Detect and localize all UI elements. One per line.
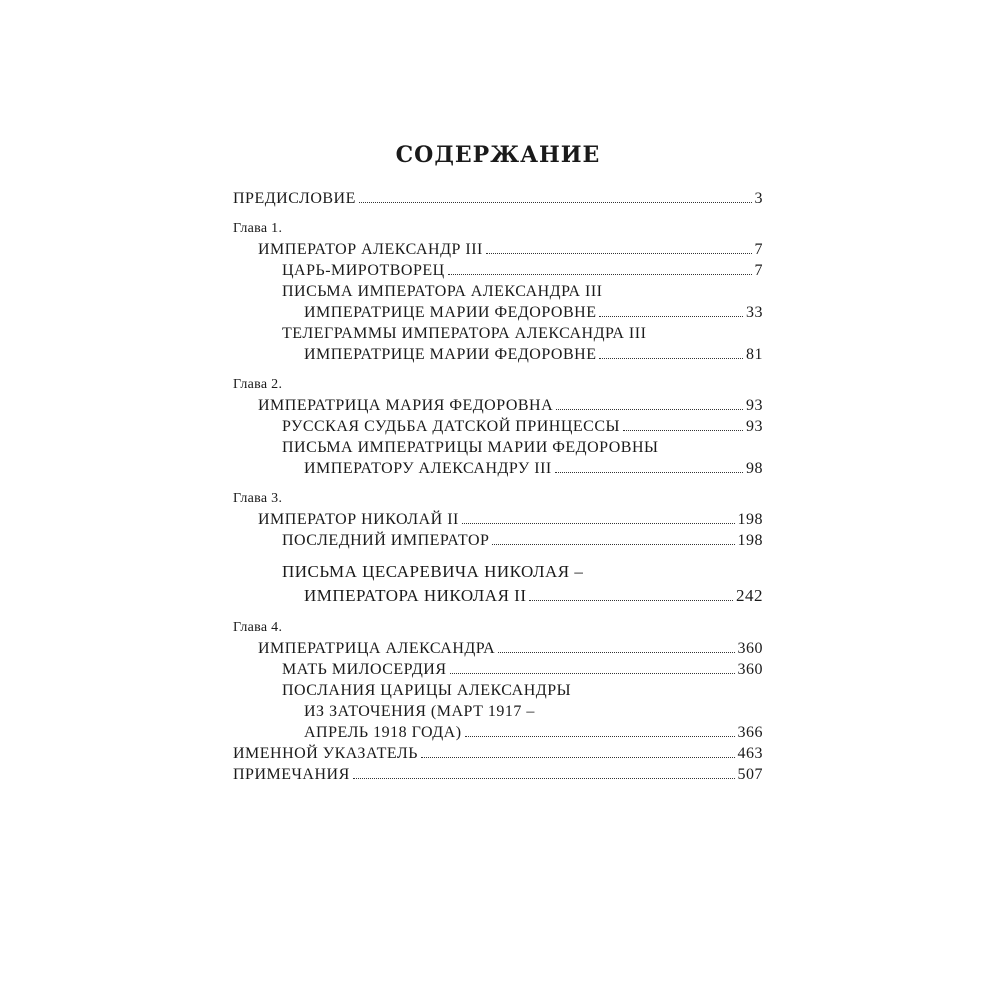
toc-entry-label: АПРЕЛЬ 1918 ГОДА) xyxy=(304,724,462,741)
toc-entry-ch3-heading[interactable] xyxy=(233,509,763,530)
toc-entry-label: ИМПЕРАТОР НИКОЛАЙ II xyxy=(258,511,459,528)
toc-entry-label: ИМПЕРАТРИЦА МАРИЯ ФЕДОРОВНА xyxy=(258,397,554,414)
dot-leader xyxy=(623,430,743,431)
toc-page-number: 198 xyxy=(737,511,763,528)
toc-entry-label: ИМПЕРАТОРА НИКОЛАЯ II xyxy=(304,586,527,605)
toc-page-number: 198 xyxy=(737,532,763,549)
dot-leader xyxy=(599,316,743,317)
toc-page-number: 98 xyxy=(746,460,763,477)
toc-page-number: 507 xyxy=(737,766,763,783)
toc-page-number: 366 xyxy=(737,724,763,741)
dot-leader xyxy=(498,652,734,653)
toc-page-number: 7 xyxy=(754,262,763,279)
dot-leader xyxy=(555,472,743,473)
toc-entry-notes[interactable] xyxy=(233,764,763,785)
dot-leader xyxy=(462,523,735,524)
dot-leader xyxy=(529,600,733,601)
toc-entry-ch2-s1[interactable] xyxy=(233,416,763,437)
toc-entry-ch4-s2-line1[interactable]: ПОСЛАНИЯ ЦАРИЦЫ АЛЕКСАНДРЫ xyxy=(282,682,572,699)
toc-entry-label: ИМПЕРАТРИЦЕ МАРИИ ФЕДОРОВНЕ xyxy=(304,346,597,363)
dot-leader xyxy=(359,202,752,203)
dot-leader xyxy=(421,757,735,758)
toc-entry-ch1-heading[interactable] xyxy=(233,239,763,260)
dot-leader xyxy=(465,736,735,737)
dot-leader xyxy=(599,358,743,359)
toc-entry-ch1-s2-line1[interactable]: ПИСЬМА ИМПЕРАТОРА АЛЕКСАНДРА III xyxy=(282,283,603,300)
toc-entry-ch4-s2[interactable] xyxy=(233,722,763,743)
toc-entry-label: ИМПЕРАТРИЦА АЛЕКСАНДРА xyxy=(258,640,496,657)
toc-entry-label: РУССКАЯ СУДЬБА ДАТСКОЙ ПРИНЦЕССЫ xyxy=(282,418,620,435)
toc-entry-ch4-s1[interactable] xyxy=(233,659,763,680)
toc-entry-ch1-s3[interactable] xyxy=(233,344,763,365)
toc-entry-label: ЦАРЬ-МИРОТВОРЕЦ xyxy=(282,262,445,279)
toc-entry-label: ПРЕДИСЛОВИЕ xyxy=(233,190,356,207)
toc-entry-preface[interactable] xyxy=(233,188,763,209)
dot-leader xyxy=(448,274,752,275)
chapter-label: Глава 3. xyxy=(233,491,283,506)
chapter-label: Глава 4. xyxy=(233,620,283,635)
toc-entry-label: ПОСЛЕДНИЙ ИМПЕРАТОР xyxy=(282,532,490,549)
toc-page-number: 242 xyxy=(736,586,763,605)
chapter-label: Глава 1. xyxy=(233,221,283,236)
toc-page-number: 360 xyxy=(737,661,763,678)
chapter-label: Глава 2. xyxy=(233,377,283,392)
toc-page-number: 3 xyxy=(754,190,763,207)
toc-page-number: 33 xyxy=(746,304,763,321)
toc-entry-ch1-s1[interactable] xyxy=(233,260,763,281)
toc-entry-ch1-s3-line1[interactable]: ТЕЛЕГРАММЫ ИМПЕРАТОРА АЛЕКСАНДРА III xyxy=(282,325,647,342)
toc-entry-label: ПРИМЕЧАНИЯ xyxy=(233,766,350,783)
toc-entry-ch2-s2[interactable] xyxy=(233,458,763,479)
toc-page-number: 7 xyxy=(754,241,763,258)
toc-page-number: 463 xyxy=(737,745,763,762)
toc-entry-label: МАТЬ МИЛОСЕРДИЯ xyxy=(282,661,447,678)
toc-page-number: 93 xyxy=(746,418,763,435)
toc-entry-ch3-s2-line1[interactable]: ПИСЬМА ЦЕСАРЕВИЧА НИКОЛАЯ – xyxy=(282,562,584,581)
toc-entry-ch1-s2[interactable] xyxy=(233,302,763,323)
toc-entry-ch2-heading[interactable] xyxy=(233,395,763,416)
toc-entry-ch3-s1[interactable] xyxy=(233,530,763,551)
toc-entry-label: ИМПЕРАТОРУ АЛЕКСАНДРУ III xyxy=(304,460,552,477)
page-title: СОДЕРЖАНИЕ xyxy=(395,142,601,168)
dot-leader xyxy=(486,253,752,254)
toc-entry-ch4-heading[interactable] xyxy=(233,638,763,659)
toc-entry-label: ИМПЕРАТОР АЛЕКСАНДР III xyxy=(258,241,483,258)
toc-entry-ch4-s2-line2[interactable]: ИЗ ЗАТОЧЕНИЯ (МАРТ 1917 – xyxy=(304,703,535,720)
toc-entry-ch2-s2-line1[interactable]: ПИСЬМА ИМПЕРАТРИЦЫ МАРИИ ФЕДОРОВНЫ xyxy=(282,439,659,456)
toc-page-number: 93 xyxy=(746,397,763,414)
toc-entry-label: ИМПЕРАТРИЦЕ МАРИИ ФЕДОРОВНЕ xyxy=(304,304,597,321)
toc-page-number: 360 xyxy=(737,640,763,657)
table-of-contents xyxy=(233,140,763,785)
dot-leader xyxy=(492,544,734,545)
dot-leader xyxy=(450,673,735,674)
dot-leader xyxy=(556,409,743,410)
toc-page-number: 81 xyxy=(746,346,763,363)
toc-entry-ch3-s2[interactable] xyxy=(233,584,763,608)
toc-entry-label: ИМЕННОЙ УКАЗАТЕЛЬ xyxy=(233,745,418,762)
dot-leader xyxy=(353,778,735,779)
toc-entry-index[interactable] xyxy=(233,743,763,764)
